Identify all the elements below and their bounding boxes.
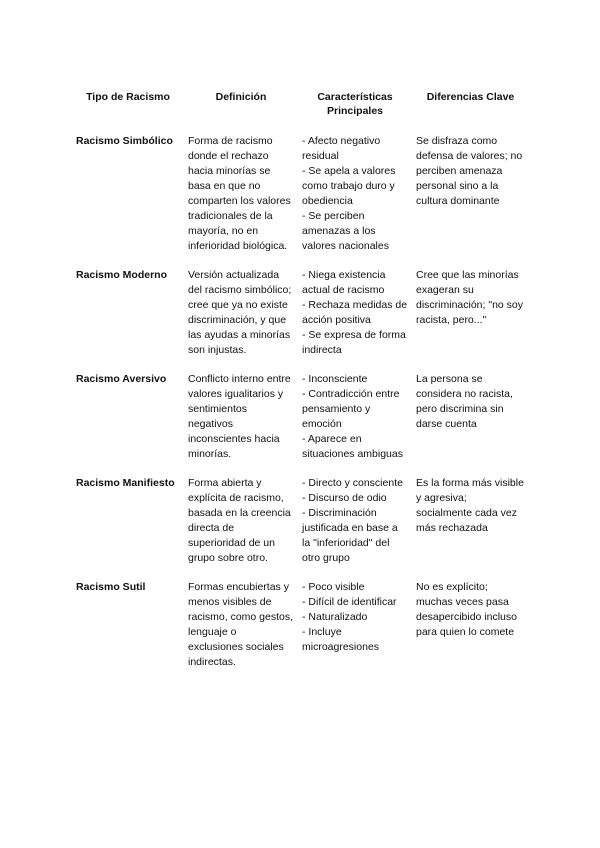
table-row: [72, 268, 529, 372]
racism-types-table: [72, 90, 529, 684]
characteristic-item: - Aparece en situaciones ambiguas: [302, 433, 403, 460]
definition-cell: Forma de racismo donde el rechazo hacia minorías se basa en que no comparten los valores tradicionales de la mayoría, no en inferioridad biológica.: [188, 135, 291, 252]
racism-type: Racismo Aversivo: [76, 373, 167, 385]
characteristic-item: - Niega existencia actual de racismo: [302, 269, 386, 296]
characteristic-item: - Se expresa de forma indirecta: [302, 329, 406, 356]
racism-type: Racismo Sutil: [76, 581, 146, 593]
characteristic-item: - Afecto negativo residual: [302, 135, 381, 162]
characteristic-item: - Contradicción entre pensamiento y emoción: [302, 388, 400, 430]
characteristic-item: - Poco visible: [302, 581, 365, 593]
characteristics-cell: [298, 372, 412, 476]
differences-cell: Cree que las minorías exageran su discriminación; "no soy racista, pero...": [416, 269, 524, 326]
characteristic-item: - Se apela a valores como trabajo duro y obediencia: [302, 165, 396, 207]
racism-type: Racismo Moderno: [76, 269, 168, 281]
characteristics-cell: [298, 134, 412, 268]
table-row: [72, 580, 529, 684]
differences-cell: Se disfraza como defensa de valores; no perciben amenaza personal sino a la cultura dominante: [416, 135, 523, 207]
header-characteristics: Características Principales: [317, 91, 393, 117]
characteristic-item: - Discriminación justificada en base a la "inferioridad" del otro grupo: [302, 507, 398, 564]
characteristic-item: - Incluye microagresiones: [302, 626, 380, 653]
table-row: [72, 476, 529, 580]
header-definition: Definición: [215, 91, 267, 103]
definition-cell: Conflicto interno entre valores igualitarios y sentimientos negativos inconscientes hacia minorías.: [188, 373, 291, 460]
header-row: [72, 90, 529, 134]
characteristic-item: - Se perciben amenazas a los valores nacionales: [302, 210, 389, 252]
table-row: [72, 134, 529, 268]
characteristics-cell: [298, 580, 412, 684]
characteristic-item: - Difícil de identificar: [302, 596, 397, 608]
racism-type: Racismo Simbólico: [76, 135, 173, 147]
characteristic-item: - Rechaza medidas de acción positiva: [302, 299, 408, 326]
characteristics-cell: [298, 476, 412, 580]
definition-cell: Versión actualizada del racismo simbólico; cree que ya no existe discriminación, y que las ayudas a minorías son injustas.: [188, 269, 292, 356]
characteristic-item: - Directo y consciente: [302, 477, 403, 489]
header-differences: Diferencias Clave: [426, 91, 515, 103]
racism-type: Racismo Manifiesto: [76, 477, 175, 489]
characteristic-item: - Inconsciente: [302, 373, 368, 385]
header-type: Tipo de Racismo: [86, 91, 170, 103]
differences-cell: Es la forma más visible y agresiva; socialmente cada vez más rechazada: [416, 477, 524, 534]
definition-cell: Forma abierta y explícita de racismo, basada en la creencia directa de superioridad de un grupo sobre otro.: [188, 477, 291, 564]
characteristic-item: - Naturalizado: [302, 611, 368, 623]
differences-cell: No es explícito; muchas veces pasa desapercibido incluso para quien lo comete: [416, 581, 517, 638]
characteristic-item: - Discurso de odio: [302, 492, 387, 504]
definition-cell: Formas encubiertas y menos visibles de racismo, como gestos, lenguaje o exclusiones sociales indirectas.: [188, 581, 294, 668]
differences-cell: La persona se considera no racista, pero discrimina sin darse cuenta: [416, 373, 513, 430]
table-row: [72, 372, 529, 476]
characteristics-cell: [298, 268, 412, 372]
